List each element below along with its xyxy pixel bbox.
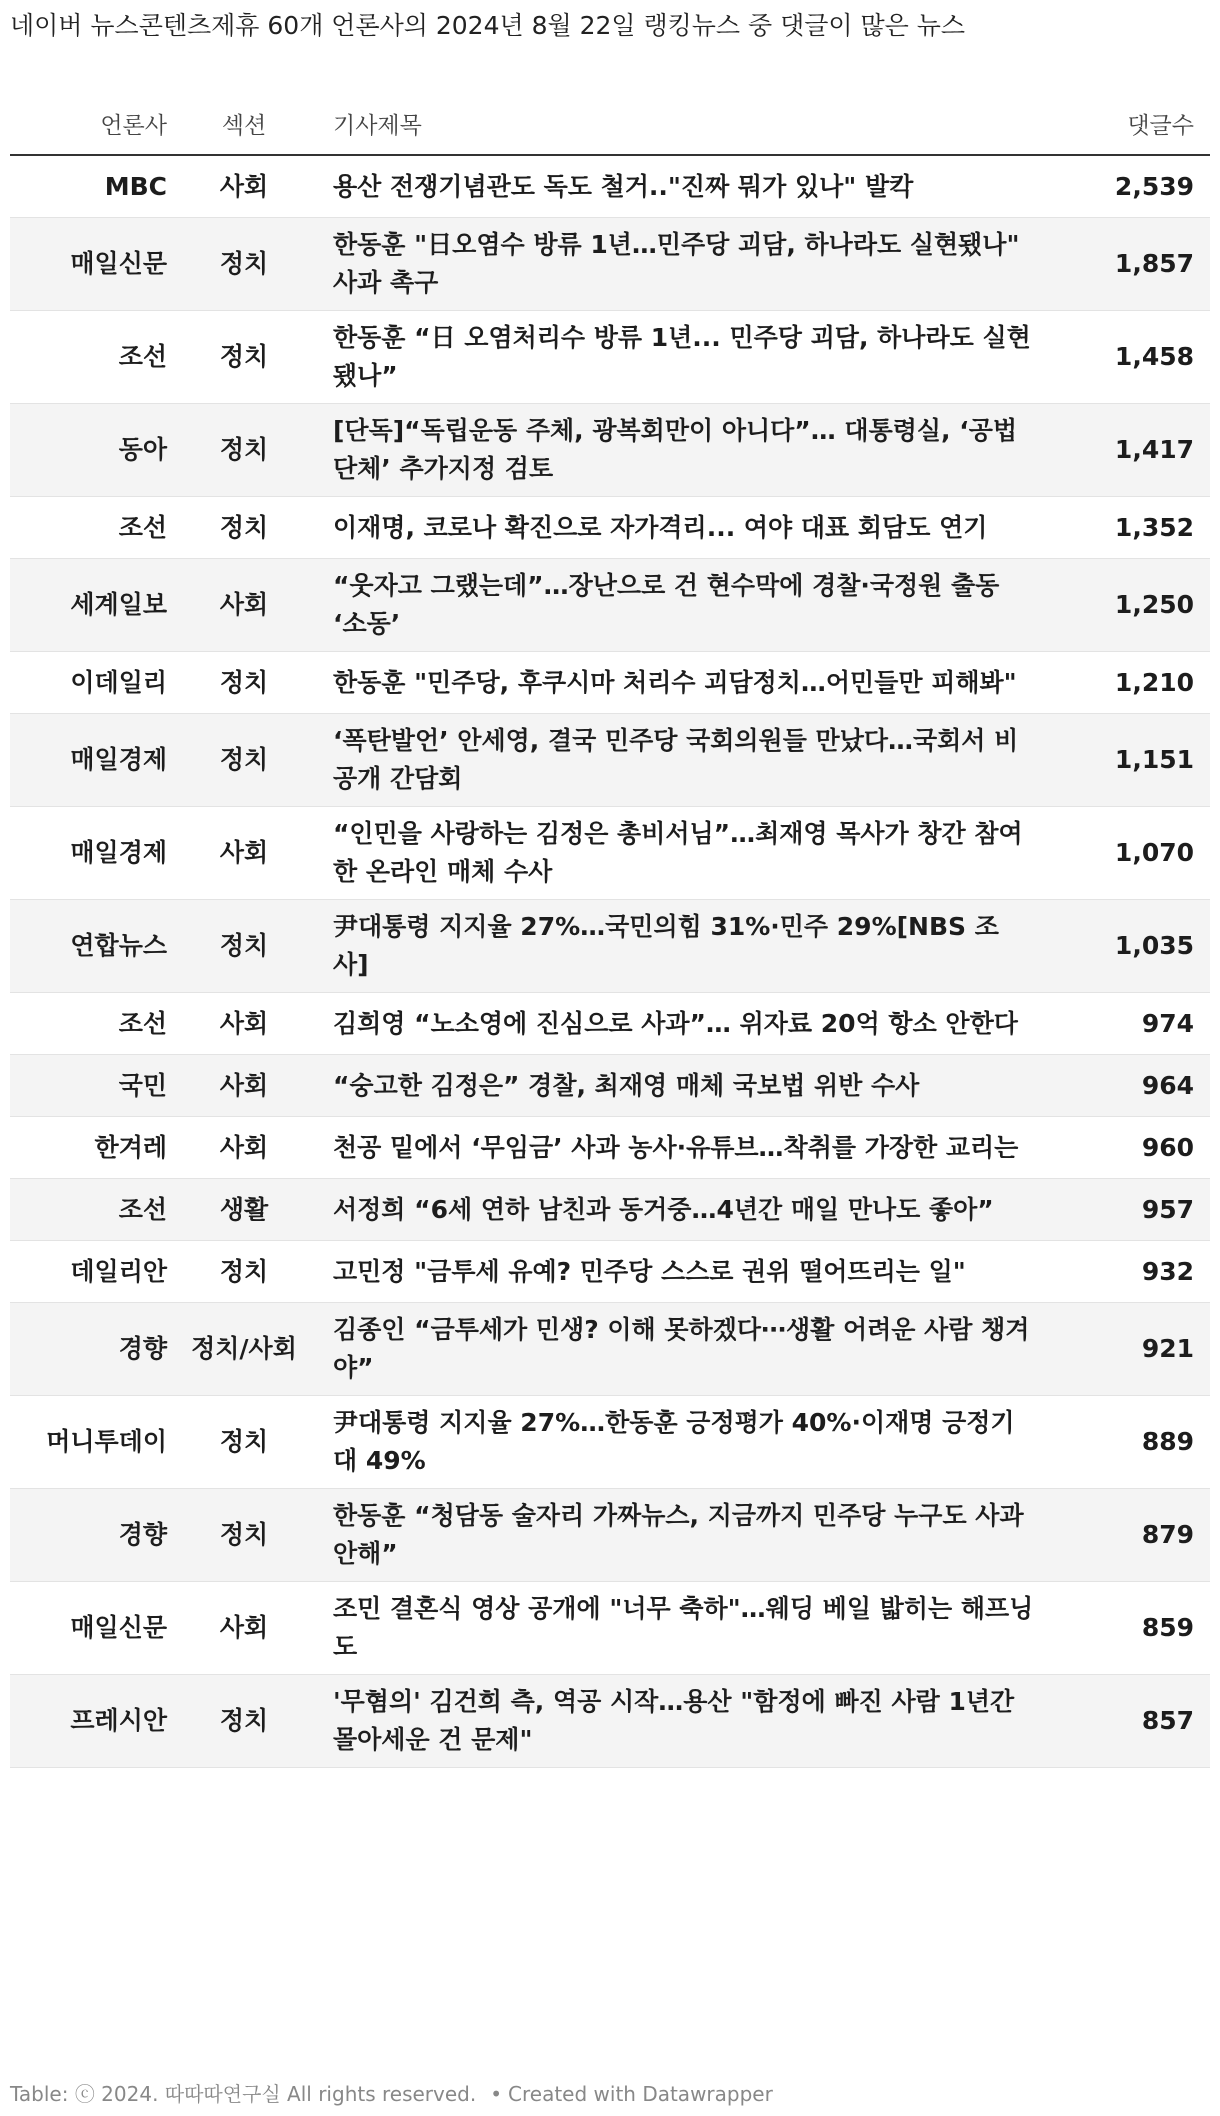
cell-section: 사회 xyxy=(219,171,269,201)
cell-comments: 1,352 xyxy=(1114,512,1194,542)
cell-outlet: 경향 xyxy=(118,1520,167,1549)
column-header-section[interactable]: 섹션 xyxy=(221,112,267,139)
table-row xyxy=(10,1489,1210,1582)
cell-section: 정치 xyxy=(219,249,269,278)
table-row xyxy=(10,807,1210,900)
cell-outlet: 프레시안 xyxy=(70,1706,167,1735)
cell-comments: 879 xyxy=(1141,1520,1194,1549)
cell-comments: 964 xyxy=(1141,1070,1194,1100)
cell-section: 정치 xyxy=(219,931,269,960)
table-row xyxy=(10,1582,1210,1675)
cell-outlet: 조선 xyxy=(118,512,167,542)
cell-section: 사회 xyxy=(219,1132,269,1162)
cell-headline: “인민을 사랑하는 김정은 총비서님”…최재영 목사가 창간 참여한 온라인 매체 수사 xyxy=(333,819,1023,886)
cell-headline: 尹대통령 지지율 27%…국민의힘 31%·민주 29%[NBS 조사] xyxy=(333,912,999,979)
cell-section: 정치 xyxy=(219,745,269,774)
cell-comments: 1,458 xyxy=(1114,342,1194,371)
column-header-outlet[interactable]: 언론사 xyxy=(100,112,167,139)
cell-comments: 1,417 xyxy=(1114,435,1194,464)
cell-outlet: 조선 xyxy=(118,1008,167,1038)
table-row xyxy=(10,497,1210,559)
cell-outlet: 국민 xyxy=(118,1070,167,1100)
cell-outlet: 조선 xyxy=(118,342,167,371)
table-row xyxy=(10,1055,1210,1117)
cell-headline: 조민 결혼식 영상 공개에 "너무 축하"…웨딩 베일 밟히는 해프닝도 xyxy=(333,1594,1034,1661)
table-row xyxy=(10,993,1210,1055)
cell-section: 정치 xyxy=(219,1256,269,1286)
cell-headline: 尹대통령 지지율 27%…한동훈 긍정평가 40%·이재명 긍정기대 49% xyxy=(333,1408,1015,1475)
table-row xyxy=(10,1179,1210,1241)
cell-comments: 921 xyxy=(1141,1334,1194,1363)
cell-outlet: 매일경제 xyxy=(70,745,167,774)
cell-comments: 889 xyxy=(1141,1427,1194,1456)
cell-outlet: 매일신문 xyxy=(70,1613,167,1642)
table-row xyxy=(10,1241,1210,1303)
cell-outlet: 한겨레 xyxy=(94,1132,167,1162)
cell-comments: 1,210 xyxy=(1114,667,1194,697)
cell-outlet: 데일리안 xyxy=(70,1256,167,1286)
table-header xyxy=(10,92,1210,156)
cell-outlet: 조선 xyxy=(118,1194,167,1224)
cell-outlet: 매일신문 xyxy=(70,249,167,278)
datawrapper-credit[interactable]: Created with Datawrapper xyxy=(508,2082,773,2106)
cell-headline: 한동훈 "민주당, 후쿠시마 처리수 괴담정치…어민들만 피해봐" xyxy=(333,667,1017,697)
cell-section: 정치 xyxy=(219,667,269,697)
table-row xyxy=(10,404,1210,497)
cell-comments: 932 xyxy=(1141,1256,1194,1286)
cell-headline: 이재명, 코로나 확진으로 자가격리... 여야 대표 회담도 연기 xyxy=(333,512,988,542)
cell-comments: 974 xyxy=(1141,1008,1194,1038)
cell-section: 정치 xyxy=(219,435,269,464)
cell-headline: 한동훈 “청담동 술자리 가짜뉴스, 지금까지 민주당 누구도 사과 안해” xyxy=(333,1501,1024,1568)
column-header-comments[interactable]: 댓글수 xyxy=(1127,112,1194,139)
cell-comments: 1,035 xyxy=(1114,931,1194,960)
table-body xyxy=(10,156,1210,1768)
column-header-headline[interactable]: 기사제목 xyxy=(333,112,422,139)
cell-section: 사회 xyxy=(219,1008,269,1038)
chart-title: 네이버 뉴스콘텐츠제휴 60개 언론사의 2024년 8월 22일 랭킹뉴스 중 댓글이 많은 뉴스 xyxy=(10,11,966,40)
source-note: Table: ⓒ 2024. 따따따연구실 All rights reserved. xyxy=(10,2082,477,2106)
cell-section: 정치 xyxy=(219,512,269,542)
data-table xyxy=(10,92,1210,1768)
cell-headline: “웃자고 그랬는데”…장난으로 건 현수막에 경찰·국정원 출동 ‘소동’ xyxy=(333,571,1000,638)
cell-comments: 1,857 xyxy=(1114,249,1194,278)
cell-headline: 한동훈 "日오염수 방류 1년…민주당 괴담, 하나라도 실현됐나" 사과 촉구 xyxy=(333,230,1020,297)
cell-outlet: 동아 xyxy=(118,435,167,464)
cell-outlet: 연합뉴스 xyxy=(70,931,167,960)
cell-headline: “숭고한 김정은” 경찰, 최재영 매체 국보법 위반 수사 xyxy=(333,1070,920,1100)
cell-comments: 1,070 xyxy=(1114,838,1194,867)
table-row xyxy=(10,156,1210,218)
table-row xyxy=(10,900,1210,993)
cell-outlet: 경향 xyxy=(118,1334,167,1363)
table-row xyxy=(10,652,1210,714)
cell-headline: 김종인 “금투세가 민생? 이해 못하겠다⋯생활 어려운 사람 챙겨야” xyxy=(333,1315,1030,1382)
cell-section: 사회 xyxy=(219,590,269,619)
cell-headline: [단독]“독립운동 주체, 광복회만이 아니다”… 대통령실, ‘공법단체’ 추가지정 검토 xyxy=(333,416,1018,483)
cell-section: 사회 xyxy=(219,1613,269,1642)
cell-headline: 김희영 “노소영에 진심으로 사과”… 위자료 20억 항소 안한다 xyxy=(333,1008,1018,1038)
cell-comments: 960 xyxy=(1141,1132,1194,1162)
table-row xyxy=(10,559,1210,652)
cell-headline: 한동훈 “日 오염처리수 방류 1년... 민주당 괴담, 하나라도 실현됐나” xyxy=(333,323,1031,390)
table-row xyxy=(10,311,1210,404)
cell-headline: ‘폭탄발언’ 안세영, 결국 민주당 국회의원들 만났다…국회서 비공개 간담회 xyxy=(333,726,1019,793)
cell-headline: 천공 밑에서 ‘무임금’ 사과 농사·유튜브…착취를 가장한 교리는 xyxy=(333,1132,1019,1162)
footer-bullet: • xyxy=(490,2082,503,2106)
cell-section: 정치 xyxy=(219,1520,269,1549)
cell-comments: 857 xyxy=(1141,1706,1194,1735)
cell-section: 사회 xyxy=(219,1070,269,1100)
cell-comments: 1,151 xyxy=(1114,745,1194,774)
cell-section: 정치 xyxy=(219,1427,269,1456)
cell-outlet: 이데일리 xyxy=(70,667,167,697)
cell-section: 사회 xyxy=(219,838,269,867)
cell-headline: '무혐의' 김건희 측, 역공 시작…용산 "함정에 빠진 사람 1년간 몰아세운 건 문제" xyxy=(333,1687,1015,1754)
cell-outlet: MBC xyxy=(104,171,167,201)
cell-outlet: 머니투데이 xyxy=(46,1427,167,1456)
cell-section: 정치 xyxy=(219,342,269,371)
cell-outlet: 세계일보 xyxy=(70,590,167,619)
cell-headline: 고민정 "금투세 유예? 민주당 스스로 권위 떨어뜨리는 일" xyxy=(333,1256,966,1286)
table-row xyxy=(10,1396,1210,1489)
cell-comments: 957 xyxy=(1141,1194,1194,1224)
table-row xyxy=(10,218,1210,311)
cell-headline: 용산 전쟁기념관도 독도 철거.."진짜 뭐가 있나" 발칵 xyxy=(333,171,914,201)
table-row xyxy=(10,1303,1210,1396)
cell-outlet: 매일경제 xyxy=(70,838,167,867)
cell-section: 생활 xyxy=(219,1194,269,1224)
cell-comments: 859 xyxy=(1141,1613,1194,1642)
table-row xyxy=(10,714,1210,807)
cell-section: 정치/사회 xyxy=(191,1334,297,1363)
table-row xyxy=(10,1675,1210,1768)
cell-headline: 서정희 “6세 연하 남친과 동거중…4년간 매일 만나도 좋아” xyxy=(333,1194,994,1224)
cell-comments: 2,539 xyxy=(1114,171,1194,201)
cell-comments: 1,250 xyxy=(1114,590,1194,619)
chart-footer xyxy=(10,2078,1210,2107)
cell-section: 정치 xyxy=(219,1706,269,1735)
table-row xyxy=(10,1117,1210,1179)
